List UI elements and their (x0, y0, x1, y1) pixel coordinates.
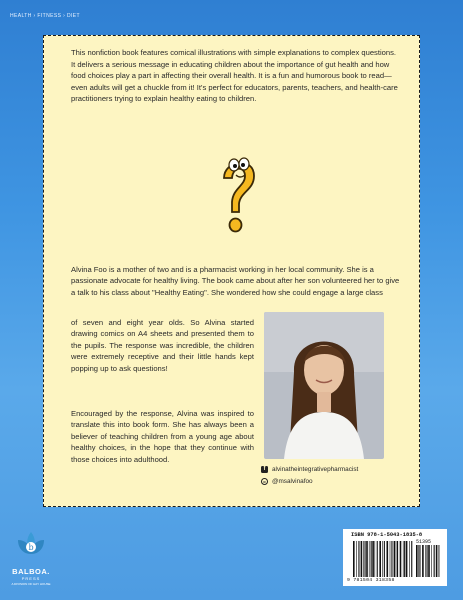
author-bio-paragraph-2: of seven and eight year olds. So Alvina started drawing comics on A4 sheets and presented them to the pupils. The response was incredible, the children were extremely receptive and their little hands kept popping up to ask questions! (71, 318, 254, 373)
lotus-logo-icon (14, 530, 48, 560)
publisher-division: A DIVISION OF HAY HOUSE (11, 582, 51, 586)
back-cover-panel (43, 35, 420, 507)
author-bio-paragraph-3: Encouraged by the response, Alvina was inspired to translate this into book form. She has always been a believer of teaching children from a young age about healthy choices, in the hope that they continue with those choices into adulthood. (71, 409, 254, 464)
barcode-addon-number: 51395 (416, 539, 432, 545)
book-blurb: This nonfiction book features comical illustrations with simple explanations to complex questions. It delivers a serious message in educating children about the importance of gut health and how food choices play a part in affecting their overall health. It is a fun and humorous book to read—even adults will get a chuckle from it! It's perfect for educators, parents, teachers, and health-care practitioners trying to explain healthy eating to children. (71, 48, 398, 104)
instagram-icon: o (261, 478, 268, 485)
instagram-handle: @msalvinafoo (272, 477, 313, 485)
barcode-digits: 9 781504 318358 (347, 578, 395, 583)
barcode-bars (353, 541, 413, 577)
question-mark-mascot (214, 148, 260, 238)
isbn-number: ISBN 978-1-5043-1835-8 (351, 532, 423, 538)
isbn-barcode (343, 529, 447, 586)
publisher-imprint: PRESS (21, 576, 41, 581)
facebook-handle: alvinatheintegrativepharmacist (272, 465, 359, 473)
author-social-links (261, 463, 358, 487)
publisher-logo (8, 530, 54, 586)
publisher-name: BALBOA. (12, 567, 50, 576)
category-label: HEALTH › FITNESS › DIET (10, 13, 80, 19)
barcode-addon-bars (416, 545, 440, 577)
instagram-row[interactable] (261, 475, 358, 487)
facebook-row[interactable] (261, 463, 358, 475)
author-bio-paragraph-1: Alvina Foo is a mother of two and is a pharmacist working in her local community. She is a passionate advocate for healthy living. The book came about after her son volunteered her to give a talk to his class about "Healthy Eating". She wondered how she could engage a large class (71, 265, 400, 297)
svg-text:b: b (28, 543, 34, 552)
author-photo (264, 312, 384, 459)
facebook-icon: f (261, 466, 268, 473)
